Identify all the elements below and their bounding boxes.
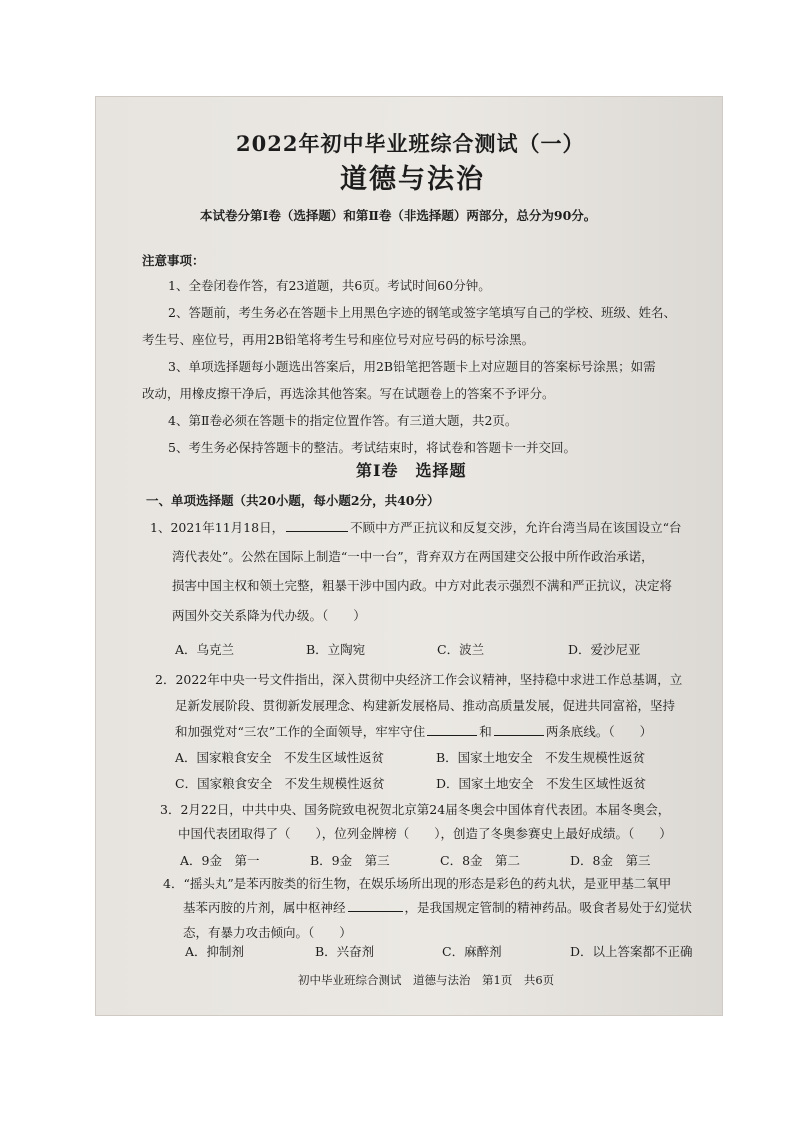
exam-title: 2022年初中毕业班综合测试（一） xyxy=(236,131,585,156)
q2-option-a: A．国家粮食安全 不发生区域性返贫 xyxy=(175,750,385,765)
answer-blank xyxy=(348,899,403,912)
question-1-line xyxy=(150,518,681,536)
question-1-line: 两国外交关系降为代办级。（ ） xyxy=(172,608,366,623)
question-4-line: 4．“摇头丸”是苯丙胺类的衍生物，在娱乐场所出现的形态是彩色的药丸状，是亚甲基二氧甲 xyxy=(163,876,672,891)
question-2-line: 2．2022年中央一号文件指出，深入贯彻中央经济工作会议精神，坚持稳中求进工作总基调，立 xyxy=(155,672,683,687)
question-2-line xyxy=(175,722,652,740)
question-1-text: 1、2021年11月18日， xyxy=(150,520,285,535)
q1-option-d: D．爱沙尼亚 xyxy=(568,642,641,657)
question-4-line: 态，有暴力攻击倾向。（ ） xyxy=(183,925,352,940)
question-4-line xyxy=(183,898,692,916)
exam-intro: 本试卷分第Ⅰ卷（选择题）和第Ⅱ卷（非选择题）两部分，总分为90分。 xyxy=(200,208,597,223)
section-title: 第Ⅰ卷 选择题 xyxy=(356,461,467,480)
answer-blank xyxy=(494,723,544,736)
note-line: 2、答题前，考生务必在答题卡上用黑色字迹的钢笔或签字笔填写自己的学校、班级、姓名、 xyxy=(168,305,676,320)
q4-option-a: A．抑制剂 xyxy=(185,944,245,959)
q3-option-b: B．9金 第三 xyxy=(310,853,390,868)
q3-option-d: D．8金 第三 xyxy=(570,853,651,868)
note-line: 考生号、座位号，再用2B铅笔将考生号和座位号对应号码的标号涂黑。 xyxy=(142,332,535,347)
question-4-text: ，是我国规定管制的精神药品。吸食者易处于幻觉状 xyxy=(404,900,693,915)
question-3-line: 3．2月22日，中共中央、国务院致电祝贺北京第24届冬奥会中国体育代表团。本届冬奥会， xyxy=(160,802,671,817)
page-footer: 初中毕业班综合测试 道德与法治 第1页 共6页 xyxy=(298,973,555,987)
q2-option-d: D．国家土地安全 不发生区域性返贫 xyxy=(436,776,647,791)
question-2-text: 和 xyxy=(479,724,492,739)
answer-blank xyxy=(427,723,477,736)
answer-blank xyxy=(286,519,348,532)
question-2-text: 两条底线。（ ） xyxy=(545,724,653,739)
q4-option-c: C．麻醉剂 xyxy=(442,944,502,959)
exam-subject: 道德与法治 xyxy=(340,164,485,195)
part-heading: 一、单项选择题（共20小题，每小题2分，共40分） xyxy=(146,493,440,508)
q4-option-d: D．以上答案都不正确 xyxy=(570,944,693,959)
note-line: 1、全卷闭卷作答，有23道题，共6页。考试时间60分钟。 xyxy=(168,278,491,293)
note-line: 3、单项选择题每小题选出答案后，用2B铅笔把答题卡上对应题目的答案标号涂黑；如需 xyxy=(168,359,656,374)
question-1-text: 不顾中方严正抗议和反复交涉，允许台湾当局在该国设立“台 xyxy=(350,520,682,535)
q1-option-b: B．立陶宛 xyxy=(306,642,366,657)
q2-option-b: B．国家土地安全 不发生规模性返贫 xyxy=(436,750,646,765)
q3-option-a: A．9金 第一 xyxy=(180,853,260,868)
question-2-line: 足新发展阶段、贯彻新发展理念、构建新发展格局、推动高质量发展，促进共同富裕，坚持 xyxy=(175,698,676,713)
note-line: 4、第Ⅱ卷必须在答题卡的指定位置作答。有三道大题，共2页。 xyxy=(168,413,518,428)
q3-option-c: C．8金 第二 xyxy=(440,853,521,868)
notes-heading: 注意事项： xyxy=(142,253,205,268)
note-line: 5、考生务必保持答题卡的整洁。考试结束时，将试卷和答题卡一并交回。 xyxy=(168,440,576,455)
q1-option-c: C．波兰 xyxy=(437,642,485,657)
question-1-line: 湾代表处”。公然在国际上制造“一中一台”，背弃双方在两国建交公报中所作政治承诺， xyxy=(172,549,654,564)
question-1-line: 损害中国主权和领土完整，粗暴干涉中国内政。中方对此表示强烈不满和严正抗议，决定将 xyxy=(172,578,673,593)
question-4-text: 基苯丙胺的片剂，属中枢神经 xyxy=(183,900,346,915)
q4-option-b: B．兴奋剂 xyxy=(315,944,375,959)
question-2-text: 和加强党对“三农”工作的全面领导，牢牢守住 xyxy=(175,724,426,739)
q2-option-c: C．国家粮食安全 不发生规模性返贫 xyxy=(175,776,385,791)
q1-option-a: A．乌克兰 xyxy=(175,642,235,657)
note-line: 改动，用橡皮擦干净后，再选涂其他答案。写在试题卷上的答案不予评分。 xyxy=(142,386,555,401)
question-3-line: 中国代表团取得了（ ），位列金牌榜（ ），创造了冬奥参赛史上最好成绩。（ ） xyxy=(178,826,672,841)
